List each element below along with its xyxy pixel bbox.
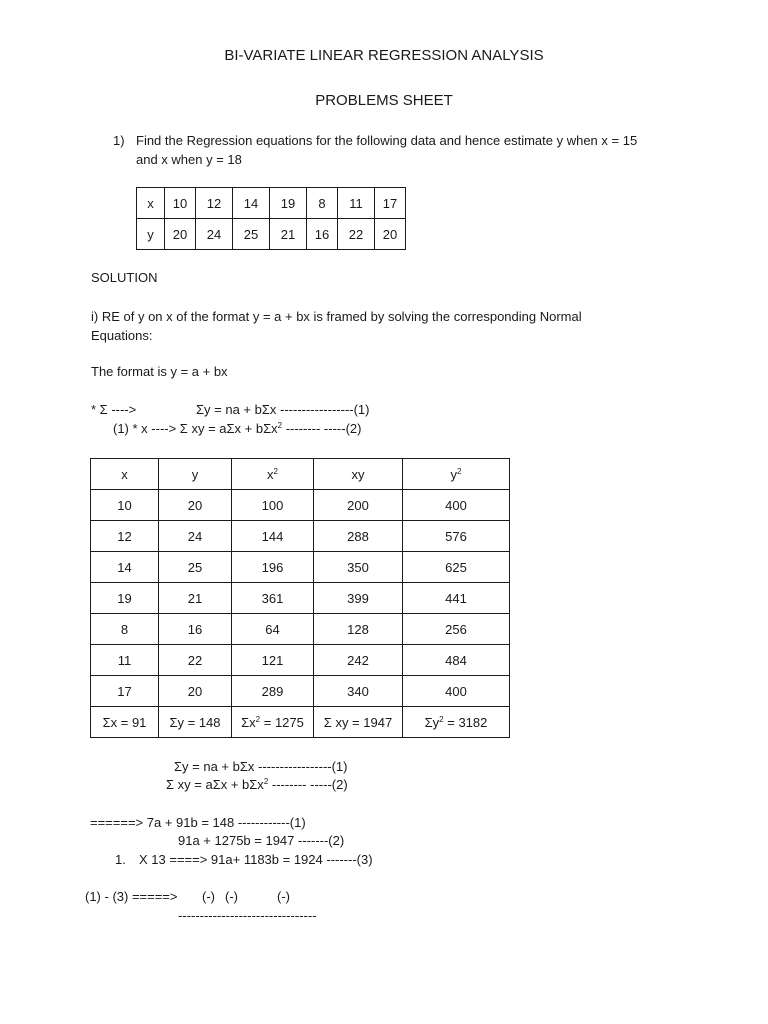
data-table-row (137, 219, 406, 250)
calc-table-header: $y^2$ (403, 459, 510, 490)
calc-table-cell: 10 (91, 490, 159, 521)
normal-eq-1: Σy = na + bΣx -----------------(1) (196, 402, 370, 417)
data-table (136, 187, 406, 250)
calc-table-total: Σy = 148 (159, 707, 232, 738)
calc-table-cell: 200 (314, 490, 403, 521)
step-1: ======> 7a + 91b = 148 ------------(1) (90, 815, 306, 830)
calc-table-cell: 242 (314, 645, 403, 676)
calc-table-cell: 16 (159, 614, 232, 645)
data-table-cell: 12 (196, 188, 233, 219)
document-subtitle: PROBLEMS SHEET (315, 92, 453, 109)
solution-paragraph-line2: Equations: (91, 328, 153, 343)
step-4-rule: -------------------------------- (178, 908, 317, 923)
calc-table-total: $\Sigma y^2 = 3182$ (403, 707, 510, 738)
calc-table-cell: 256 (403, 614, 510, 645)
calc-table-cell: 25 (159, 552, 232, 583)
calc-table-cell: 128 (314, 614, 403, 645)
calc-table-cell: 19 (91, 583, 159, 614)
calc-table-header: y (159, 459, 232, 490)
calc-table-header: $x^2$ (232, 459, 314, 490)
calc-table-cell: 576 (403, 521, 510, 552)
format-line: The format is y = a + bx (91, 364, 228, 379)
data-table-cell: 20 (375, 219, 406, 250)
calc-table-cell: 20 (159, 676, 232, 707)
calc-table-cell: 400 (403, 490, 510, 521)
calc-table-header: xy (314, 459, 403, 490)
repeat-eq-2: Σ xy = aΣx + bΣx$^2$ -------- -----(2) (166, 777, 348, 792)
solution-heading: SOLUTION (91, 270, 158, 285)
data-table-row-label: x (137, 188, 165, 219)
step-2: 91a + 1275b = 1947 -------(2) (178, 833, 345, 848)
calc-table-cell: 400 (403, 676, 510, 707)
calc-table-header-row (91, 459, 510, 490)
calc-table-cell: 21 (159, 583, 232, 614)
calc-table-cell: 8 (91, 614, 159, 645)
step-4-sign-a: (-) (202, 889, 215, 904)
solution-paragraph-line1: i) RE of y on x of the format y = a + bx is framed by solving the corresponding Normal (91, 309, 582, 324)
calc-table-cell: 14 (91, 552, 159, 583)
data-table-cell: 14 (233, 188, 270, 219)
data-table-cell: 16 (307, 219, 338, 250)
data-table-row (137, 188, 406, 219)
calc-table-cell: 441 (403, 583, 510, 614)
calc-table-cell: 625 (403, 552, 510, 583)
data-table-cell: 10 (165, 188, 196, 219)
calc-table-cell: 64 (232, 614, 314, 645)
data-table-cell: 20 (165, 219, 196, 250)
calc-table-cell: 22 (159, 645, 232, 676)
calc-table-cell: 121 (232, 645, 314, 676)
calc-table-row (91, 552, 510, 583)
step-3: X 13 ====> 91a+ 1183b = 1924 -------(3) (139, 852, 373, 867)
calc-table-cell: 20 (159, 490, 232, 521)
calc-table-cell: 288 (314, 521, 403, 552)
data-table-cell: 8 (307, 188, 338, 219)
calc-table-row (91, 490, 510, 521)
calc-table-total: Σx = 91 (91, 707, 159, 738)
repeat-eq-1: Σy = na + bΣx -----------------(1) (174, 759, 348, 774)
normal-eq-2: (1) * x ----> Σ xy = aΣx + bΣx$^2$ -------- -----(2) (113, 421, 362, 436)
calc-table-cell: 24 (159, 521, 232, 552)
data-table-cell: 21 (270, 219, 307, 250)
calculation-table (90, 458, 510, 738)
calc-table-cell: 12 (91, 521, 159, 552)
calc-table-row (91, 645, 510, 676)
data-table-cell: 22 (338, 219, 375, 250)
calc-table-header: x (91, 459, 159, 490)
step-4-sign-c: (-) (277, 889, 290, 904)
data-table-cell: 25 (233, 219, 270, 250)
calc-table-cell: 340 (314, 676, 403, 707)
data-table-cell: 17 (375, 188, 406, 219)
data-table-row-label: y (137, 219, 165, 250)
step-3-number: 1. (115, 852, 126, 867)
calc-table-row (91, 614, 510, 645)
calc-table-cell: 196 (232, 552, 314, 583)
calc-table-row (91, 521, 510, 552)
data-table-cell: 24 (196, 219, 233, 250)
data-table-cell: 11 (338, 188, 375, 219)
calc-table-cell: 350 (314, 552, 403, 583)
step-4-sign-b: (-) (225, 889, 238, 904)
calc-table-row (91, 676, 510, 707)
calc-table-cell: 484 (403, 645, 510, 676)
calc-table-cell: 100 (232, 490, 314, 521)
calc-table-cell: 399 (314, 583, 403, 614)
step-4-label: (1) - (3) =====> (85, 889, 178, 904)
normal-eq-prefix: * Σ ----> (91, 402, 137, 417)
document-title: BI-VARIATE LINEAR REGRESSION ANALYSIS (224, 47, 544, 64)
calc-table-totals-row (91, 707, 510, 738)
calc-table-cell: 144 (232, 521, 314, 552)
problem-number: 1) (113, 133, 125, 148)
calc-table-cell: 11 (91, 645, 159, 676)
calc-table-cell: 361 (232, 583, 314, 614)
data-table-cell: 19 (270, 188, 307, 219)
calc-table-cell: 17 (91, 676, 159, 707)
problem-text-line2: and x when y = 18 (136, 152, 242, 167)
calc-table-total: Σ xy = 1947 (314, 707, 403, 738)
problem-text-line1: Find the Regression equations for the following data and hence estimate y when x = 15 (136, 133, 638, 148)
calc-table-row (91, 583, 510, 614)
calc-table-total: $\Sigma x^2 = 1275$ (232, 707, 314, 738)
calc-table-cell: 289 (232, 676, 314, 707)
